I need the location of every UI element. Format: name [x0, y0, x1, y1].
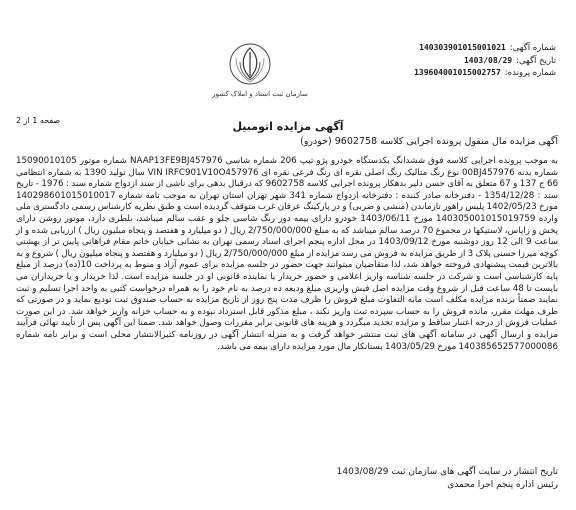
signatory-line: رئیس اداره پنجم اجرا محمدی — [447, 480, 558, 490]
meta-value: 140303901015001021 — [419, 43, 506, 52]
meta-value: 139604001015002757 — [414, 68, 501, 77]
meta-row-notice-date — [356, 55, 556, 68]
meta-label: تاریخ آگهی: — [516, 55, 556, 66]
notice-meta — [356, 42, 556, 80]
meta-row-file-number — [356, 67, 556, 80]
publish-date-line — [18, 466, 558, 479]
state-emblem-icon — [228, 42, 272, 86]
meta-label: شماره آگهی: — [509, 43, 556, 53]
notice-body: به موجب پرونده اجرایی کلاسه فوق ششدانگ یکدستگاه خودرو پژو تیپ 206 شماره شاسی NAAP13FE9BJ457976 شماره موتور 15090010105 شماره بدنه 00BJ457976 نوع رنگ متالیک رنگ اصلی نقره ای رنگ فرعی نقره ای VIN IRFC901V10O457976 سال تولید 1390 به شماره انتظامی 66 ج 137 و 67 متعلق به آقای حسن دلیر بدهکار پرونده اجرایی کلاسه 9602758 که درقبال بدهی برای ناشی از سند ازدواج شماره سند : 1976 - تاریخ سند : 1354/12/28 - دفترخانه صادر کننده : دفترخانه ازدواج شماره 341 شهر تهران استان تهران به موجب نامه شماره 140298601015010017 مورخ 1402/05/23 پلیس راهور تازماندن (منشی و ضربی) و در پارکینگ عرفان غرب متوقف گردیده است و طبق نظریه کارشناس رسمی دادگستری ملی وارده 140305001015019759 مورخ 1403/06/11 خودرو دارای بیمه دور رنگ شاسی جلو و عقب سالم میباشد، بلطری دارد، موتور روشن دارای پخش و زاپاس، لاستیکها در مجموع 70 درصد سالم میباشد که به مبلغ 2/750/000/000 ریال ( دو میلیارد و هفتصد و پنجاه میلیون ریال ) ارزیابی شده و از ساعت 9 الی 12 روز دوشنبه مورخ 1403/09/12 در محل اداره پنجم اجرای اسناد رسمی تهران به نشانی خیابان خاتم مقام فراهانی پایین تر از بهشتی کوچه میرزا حسنی پلاک 3 از طریق مزایده به فروش می رسد مزایده از مبلغ 2/750/000/000 ریال ( دو میلیارد و هفتصد و پنجاه میلیون ریال ) شروع و به بالاترین قیمت پیشنهادی فروخته خواهد شد، لذا متقاضیان میتوانند جهت حضور در جلسه مزایده برای عموم آزاد و منوط به پرداخت 10(ده) درصد از مبلغ پایه کارشناسی است و شرکت در جلسه شناسه واریز اعلامی و حضور خریدار یا نماینده قانونی او در جلسه مزایده است. لذا خریدار و یا خریداران می بایست تا 48 ساعت قبل از شروع وقت مزایده اصل فیش واریزی مبلغ ودیعه ده درصد به نام خود را به همراه درخواست کتبی به واحد اجرا تسلیم و ثبت نمایند ضمناً برنده مزایده مکلف است مابه التفاوت مبلغ فروش را ظرف مدت پنج روز از تاریخ مزایده به حساب صندوق ثبت تودیع نماید و در صورتی که ظرف مهلت مقرر، مانده فروش را به حساب سپرده ثبت واریز نکند ، مبلغ مذکور قابل استرداد نبوده و به حساب خزانه واریز خواهد شد. در این صورت عملیات فروش از درجه اعتبار ساقط و مزایده تجدید میگردد و هزینه های قانونی برابر مقررات وصول خواهد شد. ضمنا این آگهی پس از تأیید نهائی فرآیند مزایده و ارسال آگهی در سامانه آگهی های ثبت منتشر خواهد گرفت و به منزله انتشار آگهی در روزنامه کثیرالانتشار محلی است و برابر نامه شماره 140385652577000086 مورخ 1403/05/29 بستانکار مال مورد مزایده دارای بیمه می باشد. — [16, 156, 559, 352]
meta-label: شماره پرونده: — [504, 68, 556, 78]
organization-name: سازمان ثبت اسناد و املاک کشور — [212, 90, 308, 98]
meta-row-notice-number — [356, 42, 556, 55]
page-count: صفحه 1 از 2 — [16, 116, 61, 125]
meta-value: 1403/08/29 — [463, 55, 513, 65]
notice-subtitle: آگهی مزایده مال منقول پرونده اجرایی کلاسه 9602758 (خودرو) — [300, 136, 558, 147]
publish-date-value: 1403/08/29 — [336, 467, 389, 477]
notice-footer — [18, 466, 558, 492]
publish-date-label: تاریخ انتشار در سایت آگهی های سازمان ثبت — [391, 467, 558, 477]
notice-title: آگهی مزایده اتومبیل — [232, 120, 344, 133]
